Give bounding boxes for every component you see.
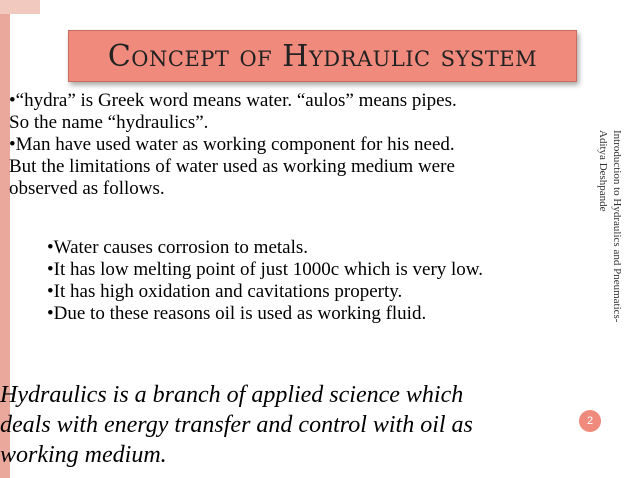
- body-line: But the limitations of water used as working medium were: [9, 156, 455, 177]
- bullet-item: •Water causes corrosion to metals.: [47, 237, 309, 258]
- page-number-badge: 2: [579, 410, 601, 432]
- bullet-item: •It has high oxidation and cavitations property.: [47, 281, 403, 302]
- body-line: So the name “hydraulics”.: [9, 112, 209, 133]
- body-line: observed as follows.: [9, 178, 165, 199]
- title-box: [68, 30, 577, 82]
- body-text: [9, 90, 594, 325]
- body-line: •Man have used water as working component for his need.: [9, 134, 455, 155]
- top-left-accent: [0, 0, 40, 14]
- bullet-item: •It has low melting point of just 1000c which is very low.: [47, 259, 484, 280]
- body-line: •“hydra” is Greek word means water. “aulos” means pipes.: [9, 90, 457, 111]
- conclusion-line: working medium.: [0, 442, 167, 468]
- slide-title: Concept of Hydraulic system: [107, 38, 538, 74]
- side-caption: [596, 130, 636, 340]
- bullet-item: •Due to these reasons oil is used as working fluid.: [47, 303, 427, 324]
- conclusion-text: [0, 380, 590, 470]
- conclusion-line: deals with energy transfer and control with oil as: [0, 412, 473, 438]
- side-caption-text: Introduction to Hydraulics and Pneumatics- Aditya Deshpande: [597, 130, 623, 323]
- conclusion-line: Hydraulics is a branch of applied science which: [0, 382, 464, 408]
